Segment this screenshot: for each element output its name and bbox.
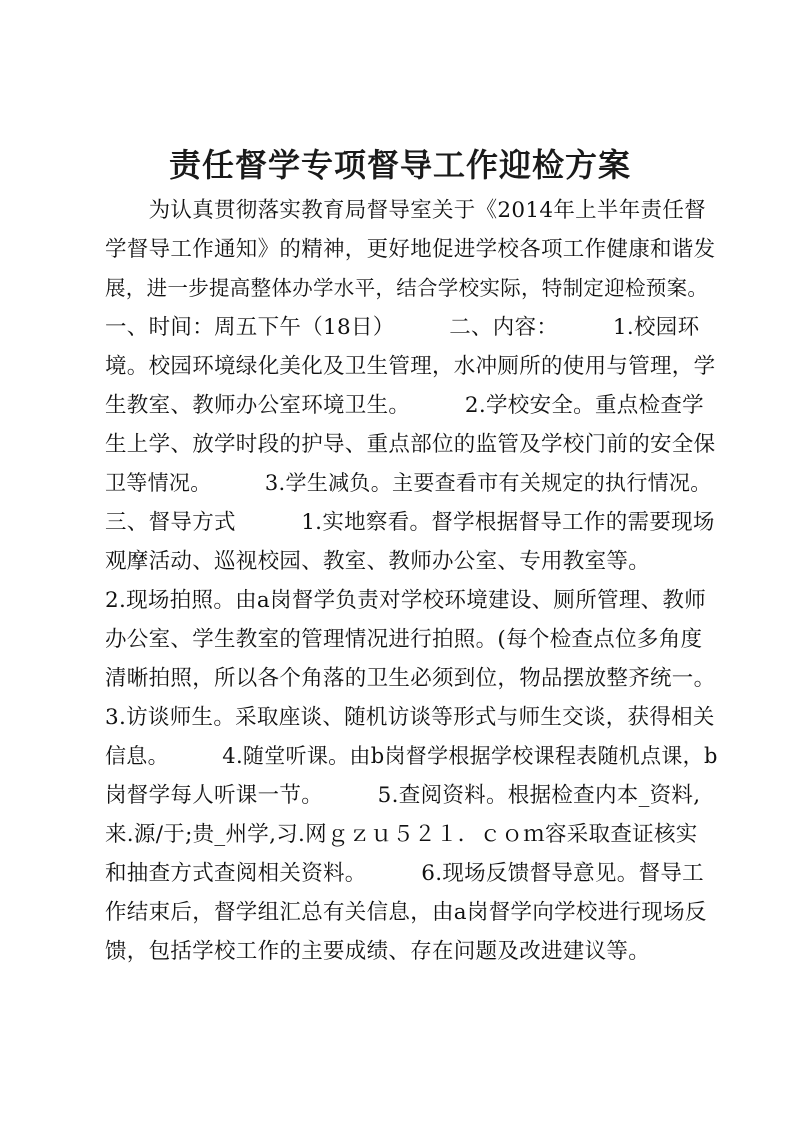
document-title: 责任督学专项督导工作迎检方案 bbox=[168, 146, 631, 184]
paragraph-line: 生上学、放学时段的护导、重点部位的监管及学校门前的安全保 bbox=[105, 432, 716, 457]
paragraph-line: 观摩活动、巡视校园、教室、教师办公室、专用教室等。 bbox=[105, 549, 651, 574]
paragraph-line: 3.访谈师生。采取座谈、随机访谈等形式与师生交谈，获得相关 bbox=[105, 705, 715, 730]
paragraph-line: 为认真贯彻落实教育局督导室关于《2014年上半年责任督 bbox=[105, 198, 706, 223]
paragraph-line: 2.现场拍照。由a岗督学负责对学校环境建设、厕所管理、教师 bbox=[105, 588, 707, 613]
paragraph-line: 和抽查方式查阅相关资料。 6.现场反馈督导意见。督导工 bbox=[105, 861, 704, 886]
document-body bbox=[105, 191, 720, 971]
paragraph-line: 境。校园环境绿化美化及卫生管理，水冲厕所的使用与管理，学 bbox=[105, 354, 716, 379]
paragraph-line: 馈，包括学校工作的主要成绩、存在问题及改进建议等。 bbox=[105, 939, 651, 964]
paragraph-line: 一、时间：周五下午（18日） 二、内容： 1.校园环 bbox=[105, 315, 700, 340]
paragraph-line: 清晰拍照，所以各个角落的卫生必须到位，物品摆放整齐统一。 bbox=[105, 666, 716, 691]
paragraph-line: 来.源/于;贵_州学,习.网ｇｚｕ５２１．ｃｏｍ容采取查证核实 bbox=[105, 822, 698, 847]
paragraph-line: 卫等情况。 3.学生减负。主要查看市有关规定的执行情况。 bbox=[105, 471, 712, 495]
paragraph-line: 展，进一步提高整体办学水平，结合学校实际，特制定迎检预案。 bbox=[105, 276, 709, 300]
paragraph-line: 作结束后，督学组汇总有关信息，由a岗督学向学校进行现场反 bbox=[105, 900, 707, 925]
paragraph-line: 信息。 4.随堂听课。由b岗督学根据学校课程表随机点课，b bbox=[105, 744, 718, 768]
paragraph-line: 三、督导方式 1.实地察看。督学根据督导工作的需要现场 bbox=[105, 510, 715, 535]
paragraph-line: 生教室、教师办公室环境卫生。 2.学校安全。重点检查学 bbox=[105, 393, 704, 418]
paragraph-line: 岗督学每人听课一节。 5.查阅资料。根据检查内本_资料, bbox=[105, 783, 701, 808]
paragraph-line: 办公室、学生教室的管理情况进行拍照。(每个检查点位多角度 bbox=[105, 627, 703, 652]
paragraph-line: 学督导工作通知》的精神，更好地促进学校各项工作健康和谐发 bbox=[105, 237, 716, 262]
